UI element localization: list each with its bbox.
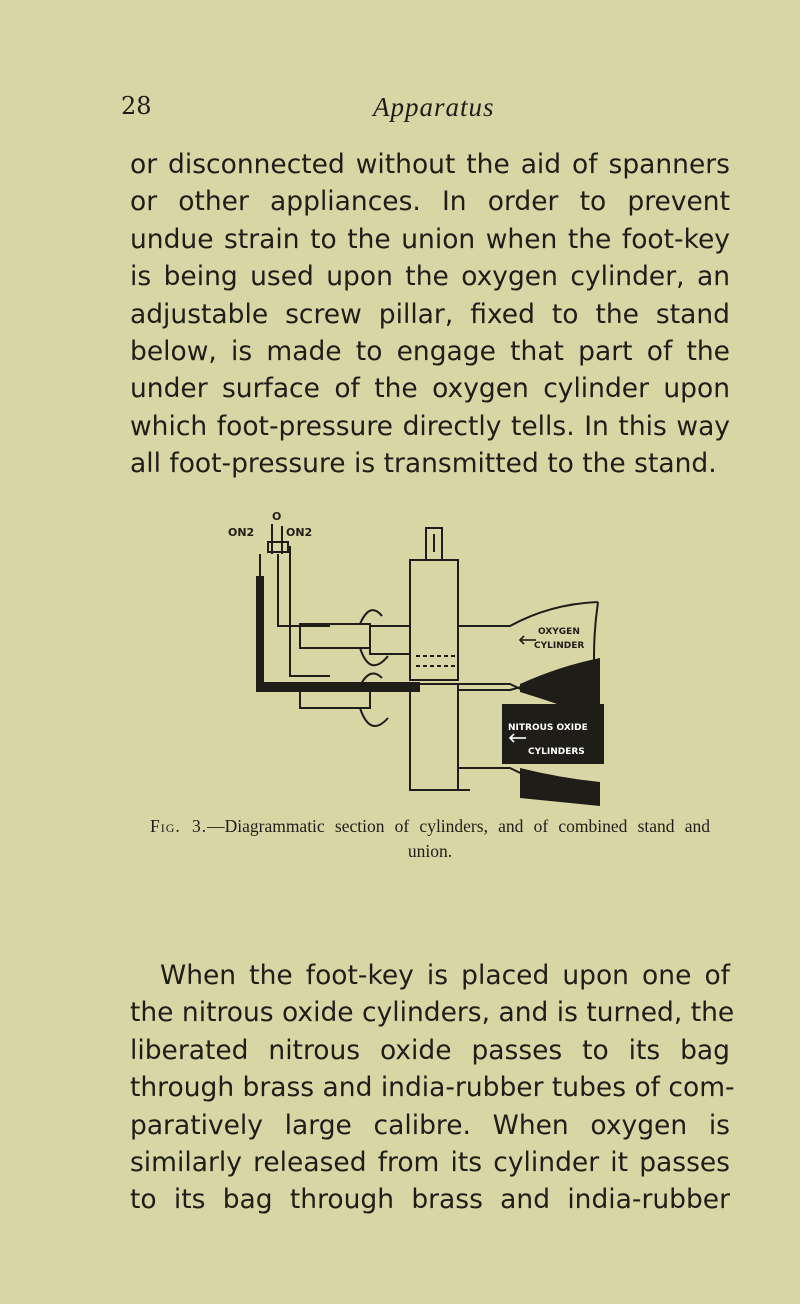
- text-line: the nitrous oxide cylinders, and is turned, the: [130, 997, 735, 1029]
- text-line: all foot-pressure is transmitted to the stand.: [130, 448, 717, 480]
- text-line: through brass and india-rubber tubes of com-: [130, 1072, 735, 1104]
- paragraph-bottom: [130, 957, 735, 1219]
- text-line: adjustable screw pillar, fixed to the stand: [130, 298, 730, 330]
- page-number: 28: [121, 92, 152, 120]
- text-line: which foot-pressure directly tells. In this way: [130, 410, 730, 442]
- page-header: [0, 92, 800, 132]
- text-line: liberated nitrous oxide passes to its bag: [130, 1034, 730, 1066]
- running-title: Apparatus: [373, 92, 495, 122]
- text-line: to its bag through brass and india-rubber: [130, 1184, 730, 1216]
- caption-label: Fig. 3.: [150, 816, 208, 836]
- cylinder-diagram: [220, 506, 610, 806]
- text-line: paratively large calibre. When oxygen is: [130, 1109, 730, 1141]
- caption-text: —Diagrammatic section of cylinders, and of combined stand and: [207, 816, 710, 836]
- label-nitrous-line1: NITROUS OXIDE: [508, 723, 588, 733]
- text-line: or other appliances. In order to prevent: [130, 186, 730, 218]
- text-line: similarly released from its cylinder it passes: [130, 1146, 730, 1178]
- paragraph-top: [130, 146, 730, 483]
- label-nitrous-line2: CYLINDERS: [528, 747, 585, 757]
- text-line: under surface of the oxygen cylinder upon: [130, 373, 730, 405]
- label-oxygen-line2: CYLINDER: [534, 641, 585, 651]
- caption-line-2: union.: [407, 841, 453, 861]
- label-n2o-right: ON2: [286, 526, 313, 539]
- figure-caption: [150, 814, 710, 864]
- text-line: or disconnected without the aid of spanners: [130, 149, 730, 180]
- text-line: undue strain to the union when the foot-key: [130, 223, 730, 255]
- caption-line-1: [150, 814, 710, 839]
- label-o: O: [272, 510, 282, 523]
- label-n2o-left: ON2: [228, 526, 255, 539]
- text-line: When the foot-key is placed upon one of: [160, 960, 730, 991]
- label-oxygen-line1: OXYGEN: [538, 627, 580, 637]
- text-line: is being used upon the oxygen cylinder, an: [130, 261, 730, 293]
- text-line: below, is made to engage that part of the: [130, 335, 730, 367]
